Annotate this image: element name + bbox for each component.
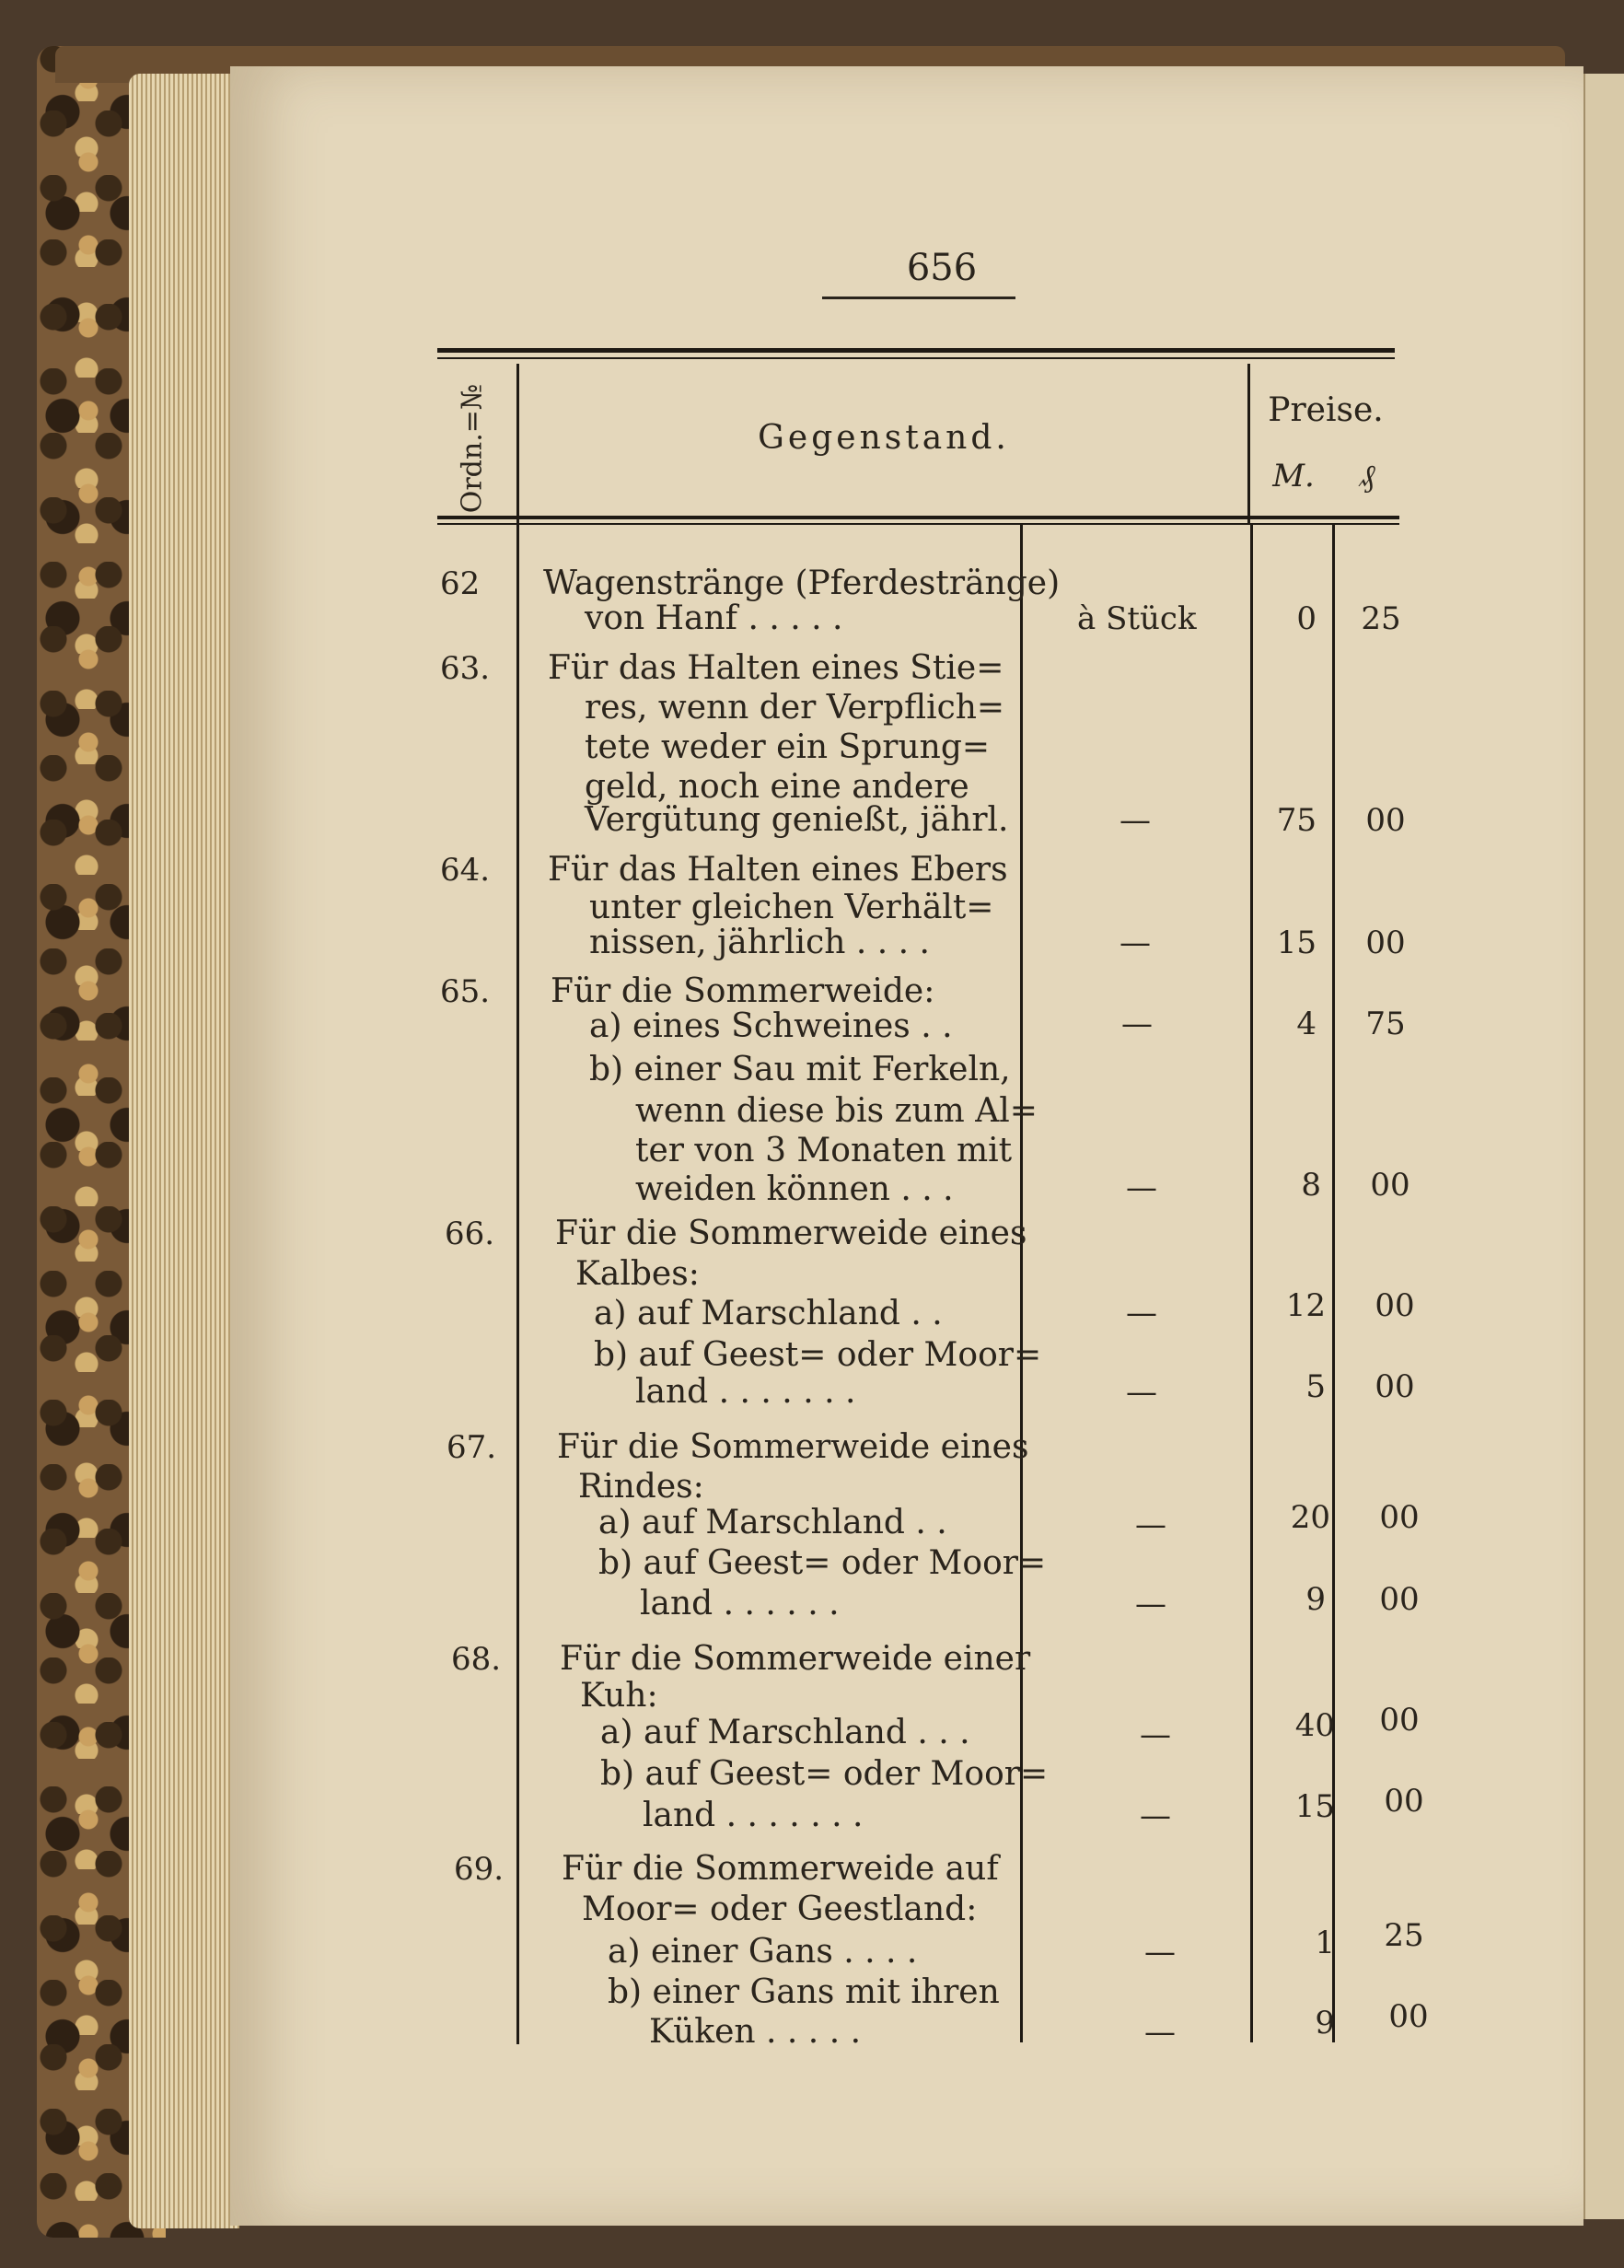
col-rule-text — [1020, 523, 1023, 2042]
row-text: Für die Sommerweide eines — [557, 1428, 1029, 1466]
row-text: b) auf Geest= oder Moor= — [594, 1336, 1042, 1374]
row-unit: — — [1135, 1586, 1166, 1622]
row-text: nissen, jährlich . . . . — [589, 924, 930, 961]
row-mark: 0 — [1296, 600, 1317, 637]
row-unit: à Stück — [1077, 600, 1197, 637]
row-number: 66. — [445, 1215, 495, 1252]
row-pfennig: 00 — [1379, 1499, 1420, 1536]
row-unit: — — [1135, 1506, 1166, 1543]
header-ordn — [440, 379, 505, 518]
row-text: Kalbes: — [575, 1255, 700, 1293]
header-mark: M. — [1272, 458, 1315, 494]
row-number: 69. — [454, 1851, 505, 1888]
row-number: 62 — [440, 565, 481, 602]
row-text: b) einer Sau mit Ferkeln, — [589, 1051, 1011, 1088]
row-text: Für das Halten eines Ebers — [548, 851, 1008, 889]
row-number: 67. — [447, 1429, 497, 1466]
row-pfennig: 00 — [1379, 1581, 1420, 1618]
header-bottom-rule-2 — [437, 523, 1399, 525]
row-text: ter von 3 Monaten mit — [635, 1132, 1013, 1169]
row-text: Für die Sommerweide einer — [560, 1640, 1031, 1678]
row-pfennig: 00 — [1375, 1368, 1415, 1405]
page-edges — [129, 74, 239, 2228]
row-pfennig: 25 — [1361, 600, 1401, 637]
row-pfennig: 00 — [1370, 1167, 1410, 1204]
row-pfennig: 25 — [1384, 1917, 1424, 1954]
row-pfennig: 00 — [1384, 1783, 1424, 1820]
row-mark: 8 — [1301, 1167, 1321, 1204]
col-rule-gegen — [1247, 364, 1250, 525]
row-pfennig: 00 — [1379, 1702, 1420, 1739]
header-preise: Preise. — [1268, 391, 1384, 429]
row-number: 68. — [451, 1641, 502, 1678]
row-unit: — — [1119, 802, 1151, 839]
row-mark: 4 — [1296, 1006, 1317, 1042]
row-unit: — — [1140, 1797, 1171, 1834]
row-text: weiden können . . . — [635, 1170, 954, 1208]
header-bottom-rule — [437, 516, 1399, 519]
row-text: Moor= oder Geestland: — [582, 1890, 978, 1928]
row-text: Küken . . . . . — [649, 2013, 862, 2051]
row-mark: 12 — [1285, 1287, 1326, 1324]
row-text: a) auf Marschland . . — [598, 1504, 947, 1541]
row-unit: — — [1126, 1374, 1157, 1411]
row-text: a) eines Schweines . . — [589, 1007, 953, 1045]
row-number: 64. — [440, 852, 491, 889]
facing-page-edge — [1583, 74, 1624, 2219]
row-text: res, wenn der Verpflich= — [585, 689, 1005, 727]
table-top-rule-2 — [437, 357, 1395, 359]
row-text: geld, noch eine andere — [585, 768, 969, 806]
row-unit: — — [1126, 1295, 1157, 1332]
row-pfennig: 00 — [1365, 802, 1406, 839]
row-text: Für die Sommerweide: — [551, 972, 935, 1010]
row-text: von Hanf . . . . . — [585, 599, 843, 637]
row-text: Kuh: — [580, 1677, 658, 1715]
header-pfennig: ₰ — [1359, 458, 1375, 494]
page-number: 656 — [906, 247, 978, 289]
row-unit: — — [1121, 1006, 1153, 1042]
row-text: tete weder ein Sprung= — [585, 728, 991, 766]
row-text: land . . . . . . — [640, 1585, 840, 1622]
row-mark: 9 — [1305, 1581, 1326, 1618]
row-text: wenn diese bis zum Al= — [635, 1092, 1038, 1130]
row-mark: 75 — [1276, 802, 1317, 839]
row-pfennig: 00 — [1388, 1998, 1429, 2035]
row-mark: 15 — [1276, 925, 1317, 961]
table-top-rule — [437, 348, 1395, 353]
row-number: 65. — [440, 973, 491, 1010]
row-unit: — — [1144, 2014, 1176, 2051]
row-mark: 15 — [1294, 1788, 1335, 1825]
row-pfennig: 00 — [1365, 925, 1406, 961]
row-text: Für das Halten eines Stie= — [548, 649, 1004, 687]
row-unit: — — [1119, 925, 1151, 961]
row-mark: 1 — [1315, 1925, 1335, 1961]
row-pfennig: 00 — [1375, 1287, 1415, 1324]
row-pfennig: 75 — [1365, 1006, 1406, 1042]
header-ordn-label: Ordn.=№ — [456, 383, 489, 514]
row-text: Wagenstränge (Pferdestränge) — [543, 564, 1061, 602]
row-unit: — — [1126, 1169, 1157, 1206]
col-rule-ordn — [516, 364, 519, 2044]
row-text: a) auf Marschland . . — [594, 1295, 943, 1332]
row-text: land . . . . . . . — [643, 1797, 864, 1834]
row-mark: 5 — [1305, 1368, 1326, 1405]
row-number: 63. — [440, 650, 491, 687]
row-text: b) auf Geest= oder Moor= — [600, 1755, 1049, 1793]
row-unit: — — [1140, 1716, 1171, 1753]
row-text: b) einer Gans mit ihren — [608, 1973, 1000, 2011]
row-text: Vergütung genießt, jährl. — [585, 801, 1009, 839]
row-text: Für die Sommerweide auf — [562, 1850, 999, 1888]
row-text: a) einer Gans . . . . — [608, 1933, 918, 1971]
header-gegenstand: Gegenstand. — [758, 419, 1010, 457]
page-number-rule — [822, 297, 1015, 299]
row-text: a) auf Marschland . . . — [600, 1714, 970, 1751]
row-text: land . . . . . . . — [635, 1373, 856, 1411]
row-text: Rindes: — [578, 1468, 704, 1506]
col-rule-unit — [1250, 523, 1253, 2042]
row-text: unter gleichen Verhält= — [589, 889, 994, 926]
row-mark: 40 — [1294, 1707, 1335, 1744]
row-mark: 9 — [1315, 2005, 1335, 2041]
row-text: Für die Sommerweide eines — [555, 1215, 1027, 1252]
row-unit: — — [1144, 1934, 1176, 1971]
row-text: b) auf Geest= oder Moor= — [598, 1544, 1047, 1582]
row-mark: 20 — [1290, 1499, 1330, 1536]
